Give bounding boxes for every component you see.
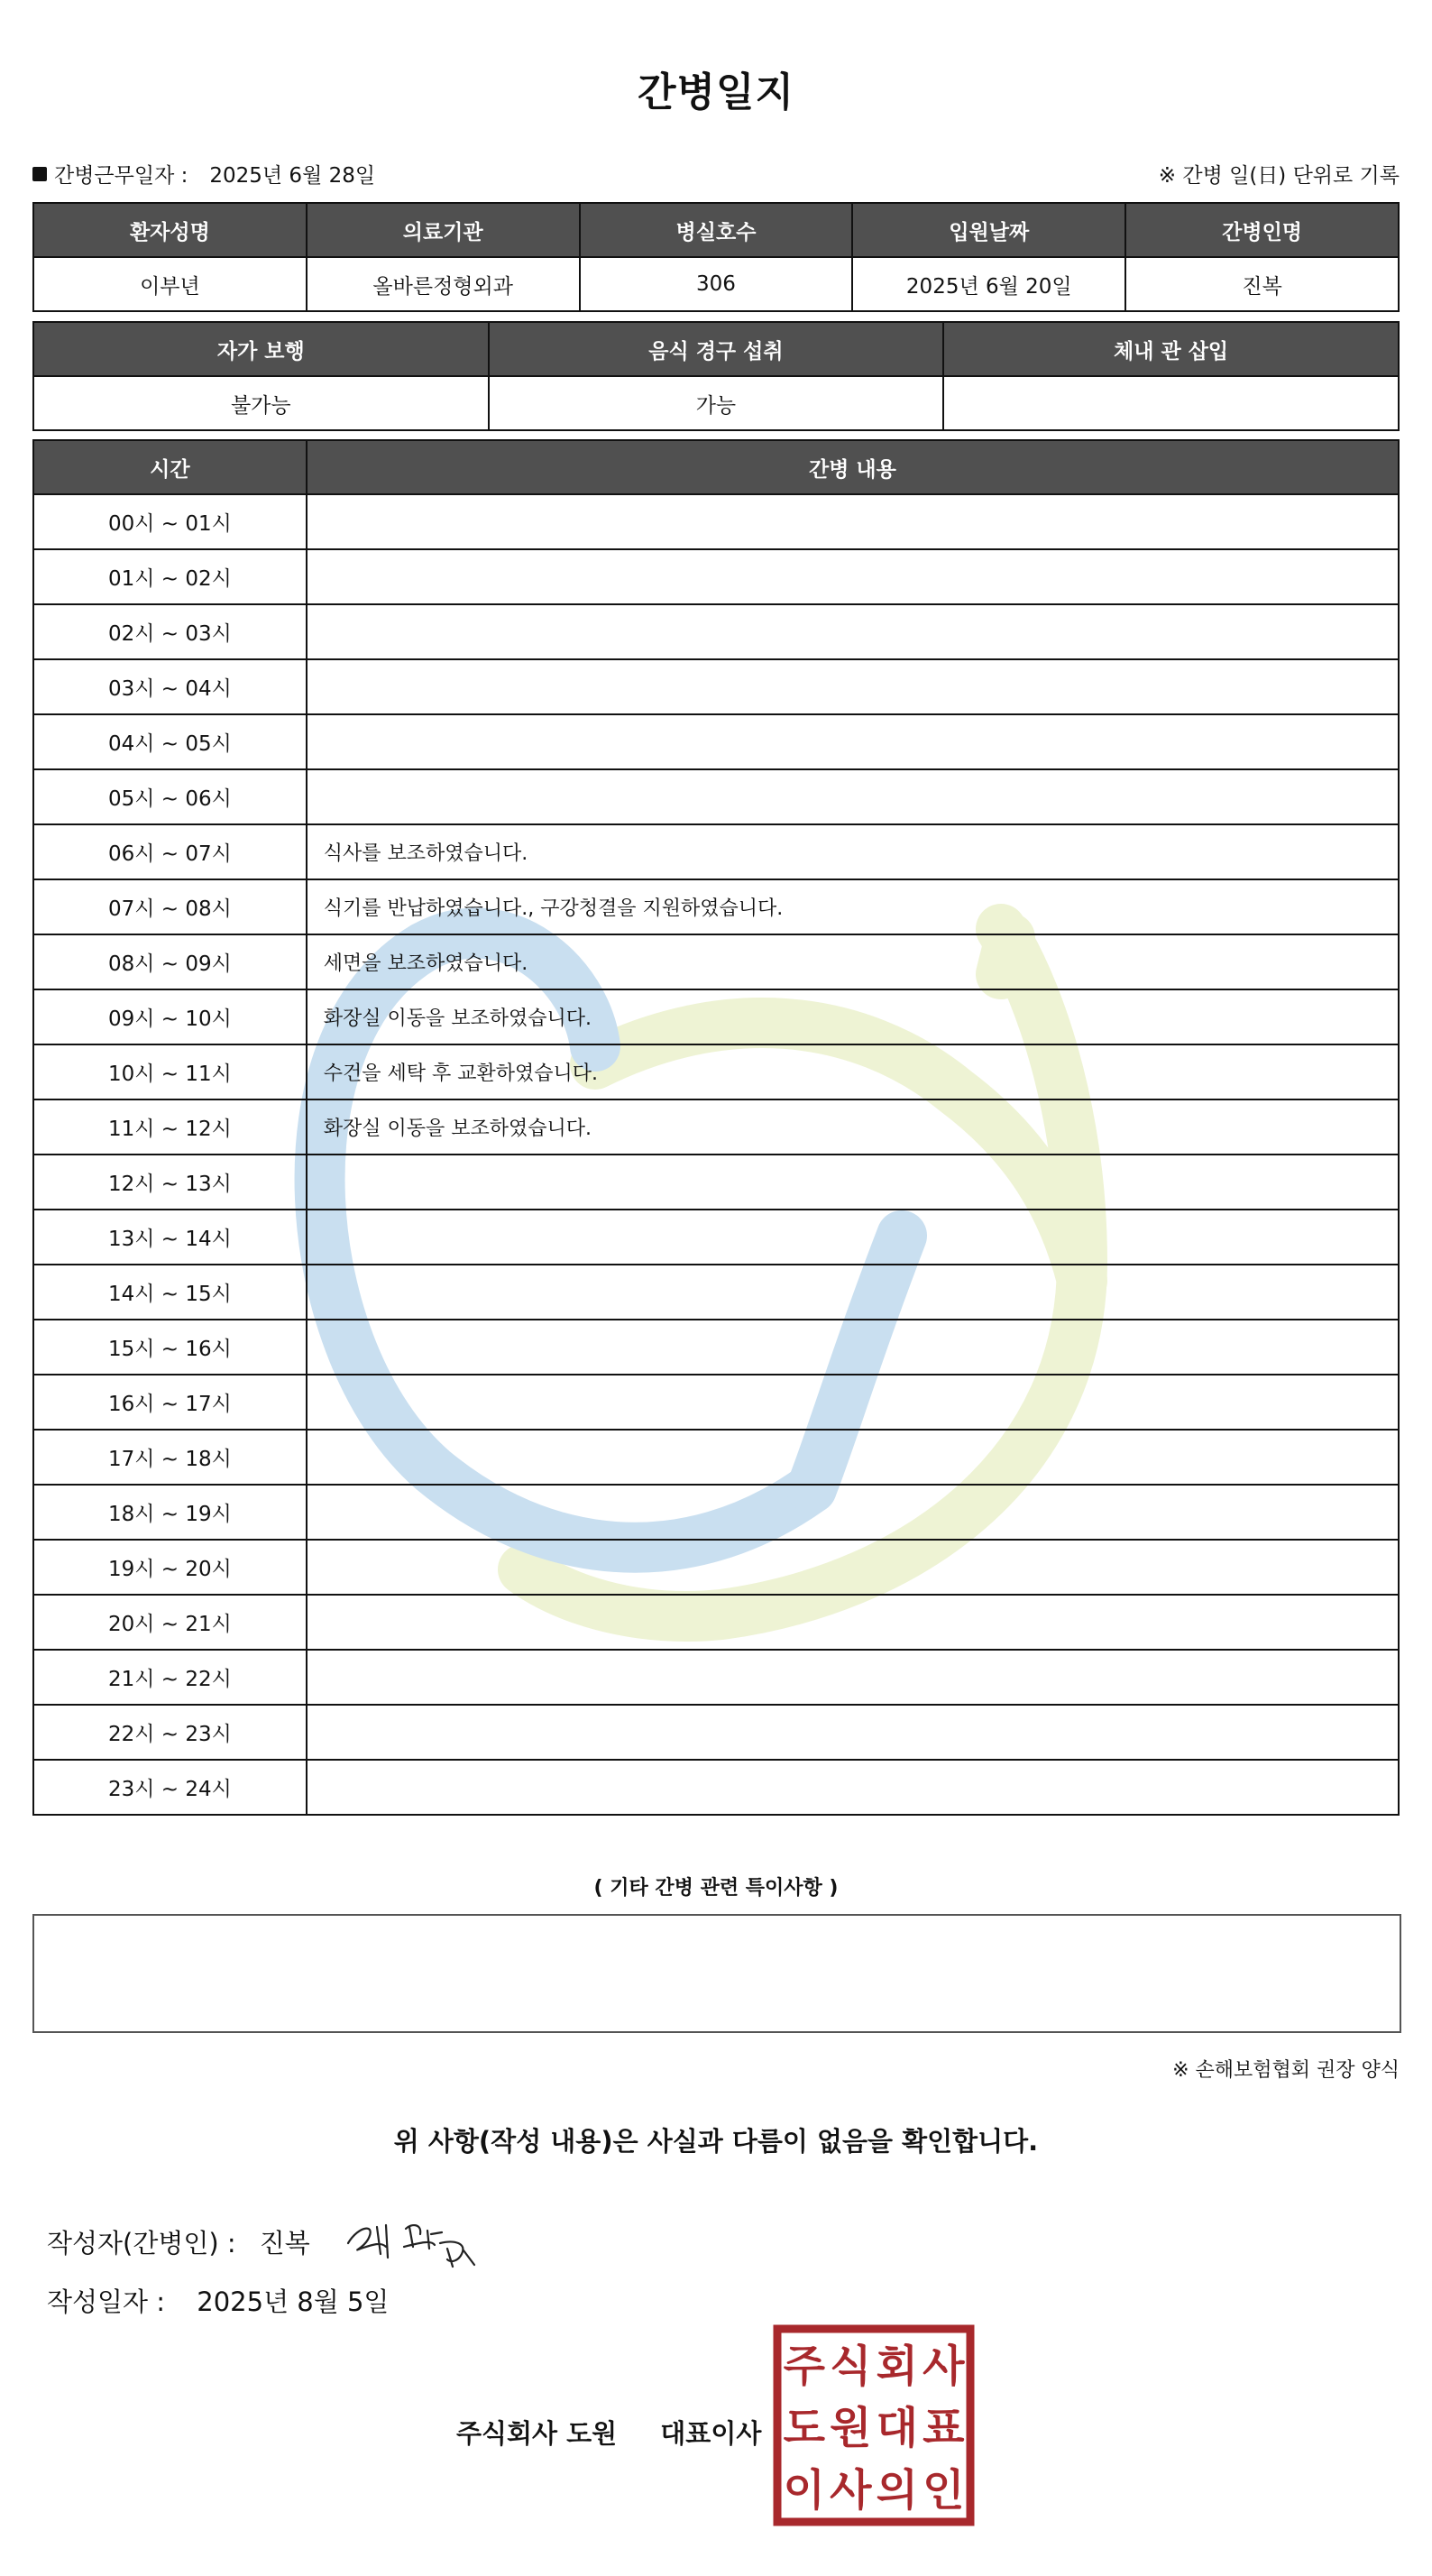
table-row xyxy=(33,1044,1399,1099)
form-recommendation-note: ※ 손해보험협회 권장 양식 xyxy=(1172,2059,1400,2082)
seal-character: 도 xyxy=(783,2403,825,2454)
time-slot: 16시 ~ 17시 xyxy=(33,1375,307,1430)
patient-name: 이부년 xyxy=(33,257,307,311)
tube-insertion-value xyxy=(943,376,1399,430)
care-content: 수건을 세탁 후 교환하였습니다. xyxy=(307,1044,1399,1099)
table-row xyxy=(33,1540,1399,1595)
writer-row xyxy=(47,2213,485,2270)
company-name: 주식회사 도원 xyxy=(456,2418,618,2449)
seal-character: 인 xyxy=(923,2464,965,2516)
company-representative: 대표이사 xyxy=(660,2418,762,2449)
patient-ability-table xyxy=(32,321,1400,431)
ability-value-row xyxy=(33,376,1399,430)
daily-record-note: ※ 간병 일(日) 단위로 기록 xyxy=(1158,164,1400,188)
time-slot: 20시 ~ 21시 xyxy=(33,1595,307,1650)
written-date-row xyxy=(47,2282,389,2319)
room-number: 306 xyxy=(580,257,853,311)
self-walking-value: 불가능 xyxy=(33,376,489,430)
caregiver-name: 진복 xyxy=(1125,257,1399,311)
header-patient-name: 환자성명 xyxy=(33,203,307,257)
table-row xyxy=(33,1375,1399,1430)
seal-character: 사 xyxy=(830,2464,872,2516)
time-slot: 21시 ~ 22시 xyxy=(33,1650,307,1705)
table-row xyxy=(33,824,1399,879)
care-content xyxy=(307,1540,1399,1595)
header-care-content: 간병 내용 xyxy=(307,440,1399,494)
patient-info-table xyxy=(32,202,1400,312)
care-content xyxy=(307,604,1399,659)
header-time: 시간 xyxy=(33,440,307,494)
table-row xyxy=(33,549,1399,604)
time-slot: 09시 ~ 10시 xyxy=(33,989,307,1044)
work-date-value: 2025년 6월 28일 xyxy=(209,164,376,188)
medical-institution: 올바른정형외과 xyxy=(307,257,580,311)
written-date-label: 작성일자 : xyxy=(47,2286,166,2317)
handwritten-signature xyxy=(341,2207,485,2270)
writer-name: 진복 xyxy=(259,2227,310,2259)
header-self-walking: 자가 보행 xyxy=(33,322,489,376)
seal-character: 표 xyxy=(923,2403,965,2454)
care-content xyxy=(307,1320,1399,1375)
seal-character: 원 xyxy=(830,2403,872,2454)
table-row xyxy=(33,1650,1399,1705)
care-content xyxy=(307,1210,1399,1265)
confirmation-statement: 위 사항(작성 내용)은 사실과 다름이 없음을 확인합니다. xyxy=(393,2126,1039,2157)
care-content xyxy=(307,1595,1399,1650)
header-caregiver-name: 간병인명 xyxy=(1125,203,1399,257)
log-rows xyxy=(33,494,1399,1815)
meta-row xyxy=(32,155,1400,191)
seal-character: 대 xyxy=(876,2403,918,2454)
document-title: 간병일지 xyxy=(637,69,794,115)
care-content xyxy=(307,1430,1399,1485)
table-row xyxy=(33,494,1399,549)
table-row xyxy=(33,1099,1399,1155)
time-slot: 22시 ~ 23시 xyxy=(33,1705,307,1760)
square-bullet-icon xyxy=(32,167,47,181)
table-row xyxy=(33,714,1399,769)
table-row xyxy=(33,1485,1399,1540)
time-slot: 07시 ~ 08시 xyxy=(33,879,307,934)
table-row xyxy=(33,1320,1399,1375)
hourly-care-log-table xyxy=(32,439,1400,1816)
care-content xyxy=(307,1265,1399,1320)
time-slot: 02시 ~ 03시 xyxy=(33,604,307,659)
time-slot: 08시 ~ 09시 xyxy=(33,934,307,989)
time-slot: 23시 ~ 24시 xyxy=(33,1760,307,1815)
company-signature-line xyxy=(456,2414,761,2451)
table-row xyxy=(33,604,1399,659)
header-medical-institution: 의료기관 xyxy=(307,203,580,257)
seal-character: 사 xyxy=(923,2341,965,2392)
care-content: 세면을 보조하였습니다. xyxy=(307,934,1399,989)
care-content xyxy=(307,1375,1399,1430)
patient-value-row xyxy=(33,257,1399,311)
header-room-number: 병실호수 xyxy=(580,203,853,257)
care-content xyxy=(307,1155,1399,1210)
time-slot: 11시 ~ 12시 xyxy=(33,1099,307,1155)
table-row xyxy=(33,1430,1399,1485)
care-content xyxy=(307,1705,1399,1760)
time-slot: 03시 ~ 04시 xyxy=(33,659,307,714)
care-content xyxy=(307,659,1399,714)
seal-character: 회 xyxy=(876,2341,918,2392)
table-row xyxy=(33,1595,1399,1650)
seal-character: 식 xyxy=(830,2341,872,2392)
table-row xyxy=(33,989,1399,1044)
care-content xyxy=(307,1760,1399,1815)
table-row xyxy=(33,1760,1399,1815)
time-slot: 17시 ~ 18시 xyxy=(33,1430,307,1485)
writer-label: 작성자(간병인) : xyxy=(47,2227,236,2259)
seal-character: 이 xyxy=(783,2464,825,2516)
care-content xyxy=(307,769,1399,824)
remarks-box xyxy=(32,1914,1401,2033)
oral-intake-value: 가능 xyxy=(489,376,944,430)
care-content: 화장실 이동을 보조하였습니다. xyxy=(307,989,1399,1044)
time-slot: 04시 ~ 05시 xyxy=(33,714,307,769)
table-row xyxy=(33,934,1399,989)
care-content: 화장실 이동을 보조하였습니다. xyxy=(307,1099,1399,1155)
table-row xyxy=(33,879,1399,934)
company-seal-stamp xyxy=(772,2323,976,2527)
header-tube-insertion: 체내 관 삽입 xyxy=(943,322,1399,376)
care-content: 식사를 보조하였습니다. xyxy=(307,824,1399,879)
time-slot: 19시 ~ 20시 xyxy=(33,1540,307,1595)
care-content xyxy=(307,1485,1399,1540)
header-oral-intake: 음식 경구 섭취 xyxy=(489,322,944,376)
time-slot: 05시 ~ 06시 xyxy=(33,769,307,824)
time-slot: 13시 ~ 14시 xyxy=(33,1210,307,1265)
table-row xyxy=(33,1705,1399,1760)
time-slot: 15시 ~ 16시 xyxy=(33,1320,307,1375)
care-content xyxy=(307,714,1399,769)
patient-header-row xyxy=(33,203,1399,257)
table-row xyxy=(33,659,1399,714)
work-date-label: 간병근무일자 : xyxy=(54,164,188,188)
remarks-title: ( 기타 간병 관련 특이사항 ) xyxy=(593,1877,839,1900)
time-slot: 18시 ~ 19시 xyxy=(33,1485,307,1540)
table-row xyxy=(33,1265,1399,1320)
table-row xyxy=(33,769,1399,824)
work-date xyxy=(32,159,375,189)
header-admission-date: 입원날짜 xyxy=(852,203,1125,257)
ability-header-row xyxy=(33,322,1399,376)
care-content xyxy=(307,494,1399,549)
time-slot: 00시 ~ 01시 xyxy=(33,494,307,549)
time-slot: 06시 ~ 07시 xyxy=(33,824,307,879)
time-slot: 12시 ~ 13시 xyxy=(33,1155,307,1210)
table-row xyxy=(33,1210,1399,1265)
seal-character: 주 xyxy=(783,2341,825,2392)
log-header-row xyxy=(33,440,1399,494)
seal-character: 의 xyxy=(876,2464,918,2516)
care-content xyxy=(307,549,1399,604)
written-date-value: 2025년 8월 5일 xyxy=(197,2286,390,2317)
care-content xyxy=(307,1650,1399,1705)
time-slot: 10시 ~ 11시 xyxy=(33,1044,307,1099)
time-slot: 14시 ~ 15시 xyxy=(33,1265,307,1320)
table-row xyxy=(33,1155,1399,1210)
time-slot: 01시 ~ 02시 xyxy=(33,549,307,604)
care-content: 식기를 반납하였습니다., 구강청결을 지원하였습니다. xyxy=(307,879,1399,934)
admission-date: 2025년 6월 20일 xyxy=(852,257,1125,311)
